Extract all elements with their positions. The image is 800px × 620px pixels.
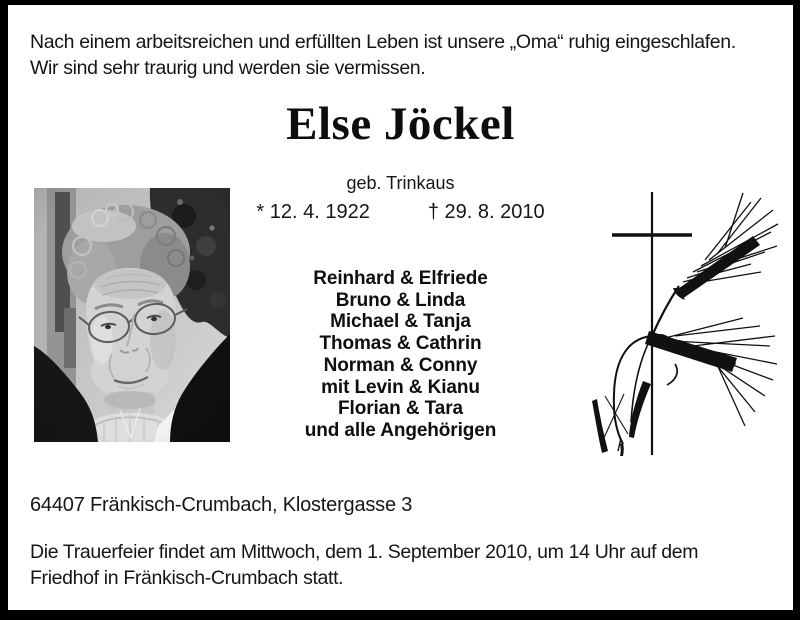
intro-paragraph xyxy=(30,29,736,81)
mourner-line: mit Levin & Kianu xyxy=(321,376,480,398)
mourner-line: Michael & Tanja xyxy=(330,311,471,333)
maiden-name: geb. Trinkaus xyxy=(346,173,455,193)
intro-line-2: Wir sind sehr traurig und werden sie vermissen. xyxy=(30,57,426,79)
mourner-line: und alle Angehörigen xyxy=(304,419,497,441)
intro-line-1: Nach einem arbeitsreichen und erfüllten Leben ist unsere „Oma“ ruhig eingeschlafen. xyxy=(30,31,736,53)
obituary-sheet xyxy=(8,5,793,610)
mourner-line: Bruno & Linda xyxy=(335,289,466,311)
cross-wheat-icon xyxy=(575,188,780,460)
funeral-line-2: Friedhof in Fränkisch-Crumbach statt. xyxy=(30,567,344,589)
funeral-line-1: Die Trauerfeier findet am Mittwoch, dem 1. September 2010, um 14 Uhr auf dem xyxy=(30,541,699,563)
mourner-line: Norman & Conny xyxy=(323,354,478,376)
deceased-name: Else Jöckel xyxy=(286,98,515,150)
funeral-paragraph xyxy=(30,539,698,591)
mourner-line: Thomas & Cathrin xyxy=(319,333,482,355)
address-line: 64407 Fränkisch-Crumbach, Klostergasse 3 xyxy=(30,494,413,516)
birth-date: * 12. 4. 1922 xyxy=(256,201,370,223)
mourner-line: Florian & Tara xyxy=(338,398,463,420)
death-date: † 29. 8. 2010 xyxy=(427,201,545,223)
mourner-line: Reinhard & Elfriede xyxy=(313,268,488,289)
